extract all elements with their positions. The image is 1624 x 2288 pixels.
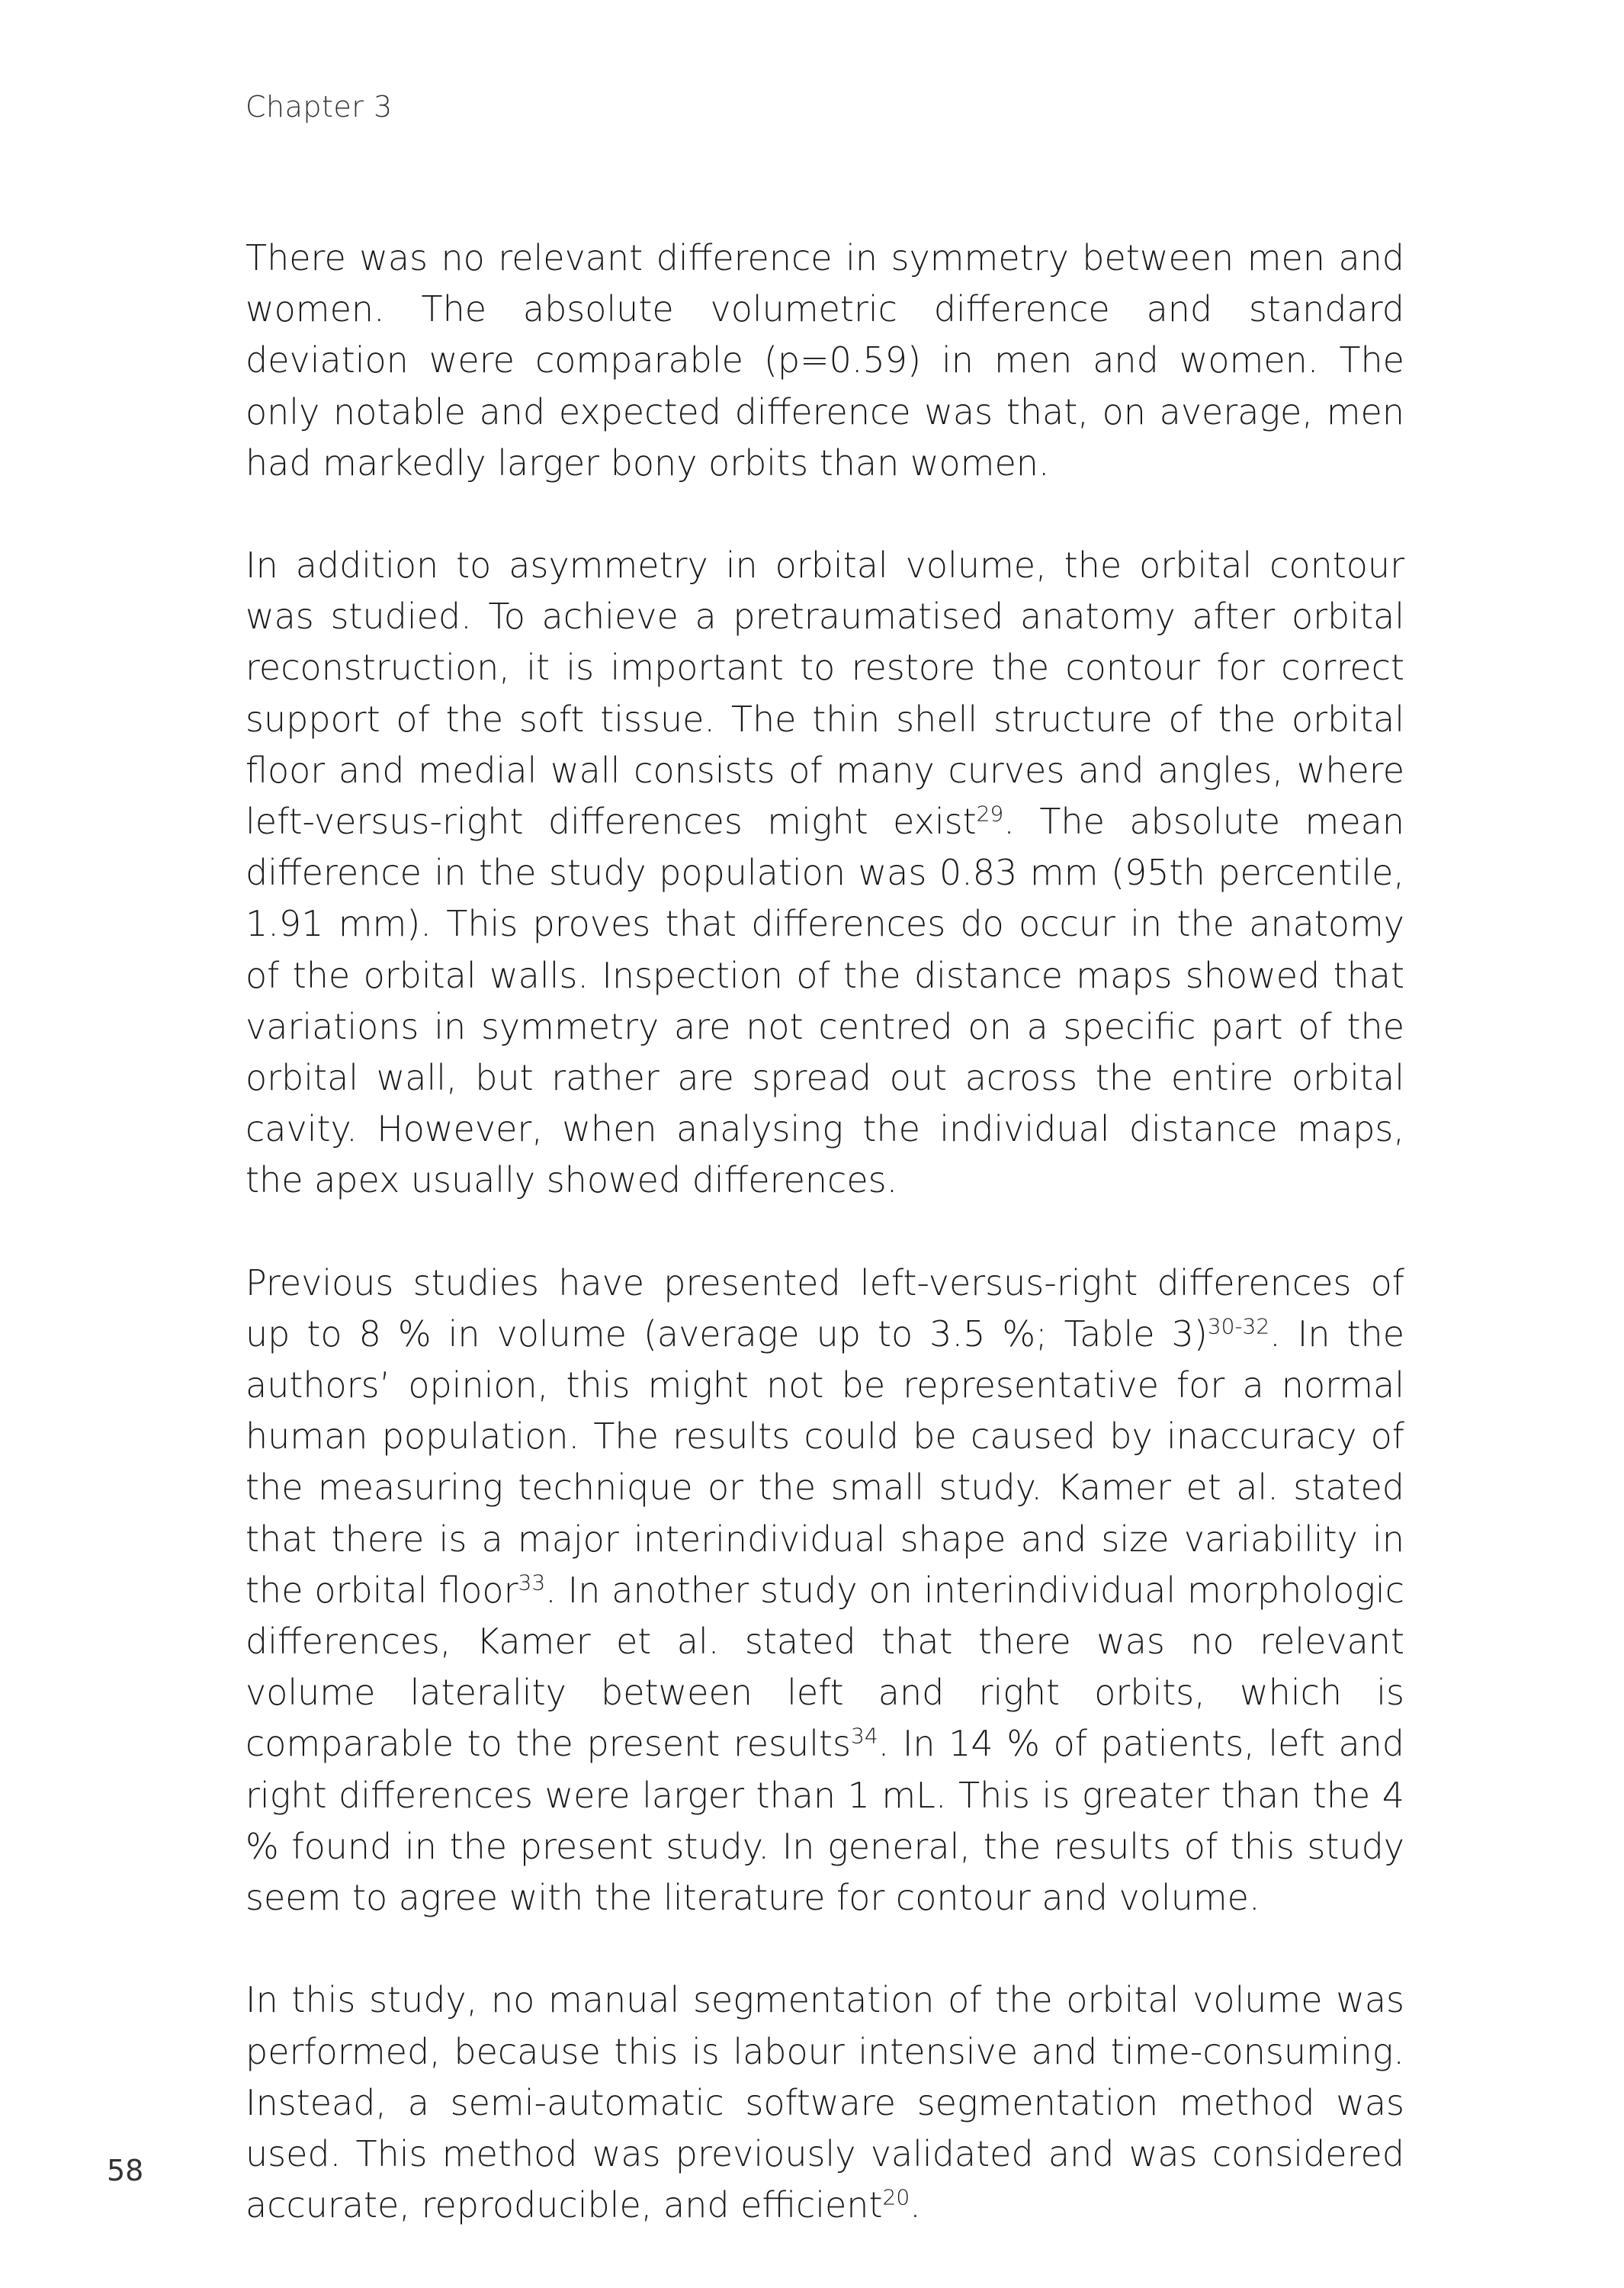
paragraph-text: In addition to asymmetry in orbital volume, the orbital contour was studied. To achieve a pretraumatised anatomy after orbital reconstruction, it is important to restore the contour for correct support of the soft tissue. The thin shell structure of the orbital floor and medial wall consists of many curves and angles, where left-versus-right differences might exist xyxy=(246,545,1404,843)
paragraph-text: . In another study on interindividual morphologic differences, Kamer et al. stated that there was no relevant volume laterality between left and right orbits, which is comparable to the present results xyxy=(246,1569,1404,1765)
citation-superscript: 30-32 xyxy=(1207,1313,1270,1339)
running-header: Chapter 3 xyxy=(246,90,393,124)
citation-superscript: 34 xyxy=(851,1724,878,1750)
body-text xyxy=(246,233,1404,2231)
citation-superscript: 20 xyxy=(882,2184,910,2210)
citation-superscript: 33 xyxy=(518,1570,546,1595)
paragraph-symmetry-sex xyxy=(246,233,1404,489)
paragraph-text: . In 14 % of patients, left and right differences were larger than 1 mL. This is greater than the 4 % found in the present study. In general, the results of this study seem to agree with the literature for contour and volume. xyxy=(246,1723,1404,1919)
citation-superscript: 29 xyxy=(976,801,1004,827)
paragraph-text: In this study, no manual segmentation of the orbital volume was performed, because this is labour intensive and time-consuming. Instead, a semi-automatic software segmentation method was used. This method was previously validated and was considered accurate, reproducible, and efficient xyxy=(246,1979,1404,2226)
paragraph-segmentation xyxy=(246,1975,1404,2231)
paragraph-text: There was no relevant difference in symmetry between men and women. The absolute volumetric difference and standard deviation were comparable (p=0.59) in men and women. The only notable and expected difference was that, on average, men had markedly larger bony orbits than women. xyxy=(246,237,1404,484)
paragraph-text: . The absolute mean difference in the study population was 0.83 mm (95th percentile, 1.91 mm). This proves that differences do occur in the anatomy of the orbital walls. Inspection of the distance maps showed that variations in symmetry are not centred on a specific part of the orbital wall, but rather are spread out across the entire orbital cavity. However, when analysing the individual distance maps, the apex usually showed differences. xyxy=(246,801,1405,1201)
paragraph-previous-studies xyxy=(246,1258,1404,1924)
paragraph-text: . xyxy=(910,2184,921,2226)
page-number: 58 xyxy=(107,2154,144,2187)
paragraph-orbital-contour xyxy=(246,540,1404,1207)
paragraph-text: . In the authors’ opinion, this might not be representative for a normal human population. The results could be caused by inaccuracy of the measuring technique or the small study. Kamer et al. stated that there is a major interindividual shape and size variability in the orbital floor xyxy=(246,1313,1405,1611)
paragraph-text: Previous studies have presented left-versus-right differences of up to 8 % in volume (average up to 3.5 %; Table 3) xyxy=(246,1261,1404,1354)
